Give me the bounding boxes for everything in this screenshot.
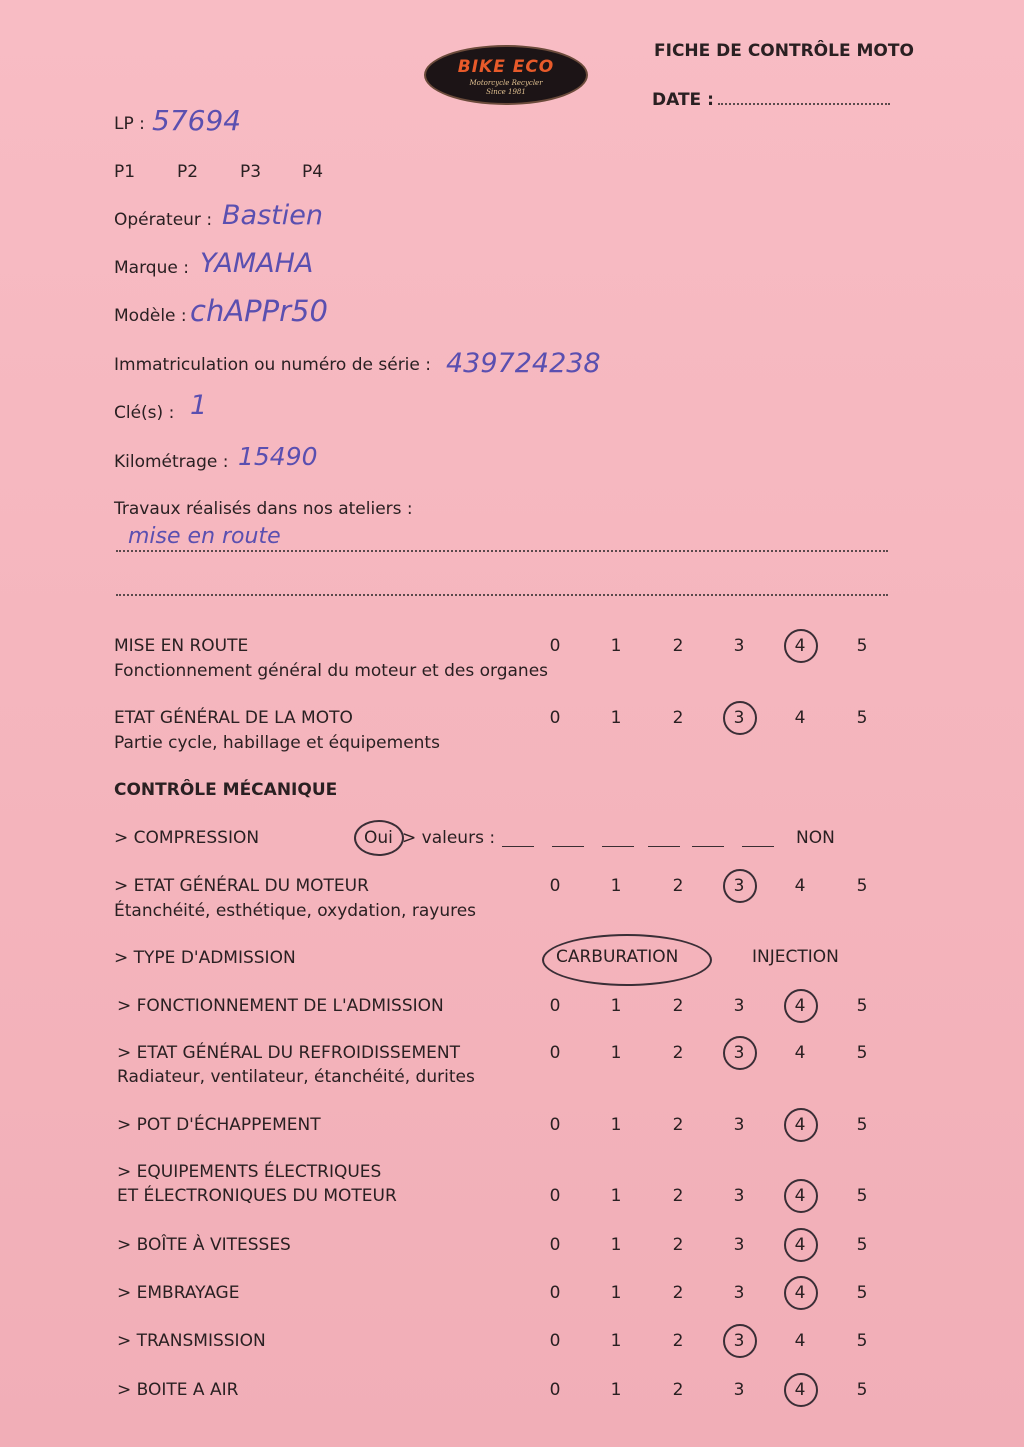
compression-yes[interactable]: Oui — [364, 828, 393, 848]
score-cooling-2[interactable]: 2 — [672, 1043, 684, 1063]
score-intake-function-0[interactable]: 0 — [549, 996, 561, 1016]
score-intake-function-4[interactable]: 4 — [794, 996, 806, 1016]
score-clutch-selected-circle — [784, 1276, 818, 1310]
item-cooling-subtitle: Radiateur, ventilateur, étanchéité, durites — [117, 1067, 475, 1087]
score-clutch-4[interactable]: 4 — [794, 1283, 806, 1303]
keys-label: Clé(s) : — [114, 403, 175, 423]
score-engine-5[interactable]: 5 — [856, 876, 868, 896]
registration-label: Immatriculation ou numéro de série : — [114, 355, 431, 375]
mileage-label: Kilométrage : — [114, 452, 229, 472]
score-overall-0[interactable]: 0 — [549, 708, 561, 728]
score-cooling-3[interactable]: 3 — [733, 1043, 745, 1063]
score-intake-function-1[interactable]: 1 — [610, 996, 622, 1016]
item-exhaust-title: > POT D'ÉCHAPPEMENT — [117, 1115, 321, 1135]
item-clutch-title: > EMBRAYAGE — [117, 1283, 240, 1303]
score-overall-1[interactable]: 1 — [610, 708, 622, 728]
score-exhaust-selected-circle — [784, 1108, 818, 1142]
position-p4[interactable]: P4 — [302, 162, 324, 182]
brand-value[interactable]: YAMAHA — [200, 248, 314, 279]
score-intake-function-5[interactable]: 5 — [856, 996, 868, 1016]
score-transmission-4[interactable]: 4 — [794, 1331, 806, 1351]
score-engine-1[interactable]: 1 — [610, 876, 622, 896]
score-intake-function-3[interactable]: 3 — [733, 996, 745, 1016]
compression-value-1[interactable] — [502, 846, 534, 847]
item-electrical-title: > EQUIPEMENTS ÉLECTRIQUES — [117, 1162, 382, 1182]
score-airbox-selected-circle — [784, 1373, 818, 1407]
position-p2[interactable]: P2 — [177, 162, 199, 182]
score-intake-function-selected-circle — [784, 989, 818, 1023]
mileage-value[interactable]: 15490 — [238, 442, 318, 471]
compression-value-4[interactable] — [648, 846, 680, 847]
score-exhaust-1[interactable]: 1 — [610, 1115, 622, 1135]
works-line-1[interactable] — [116, 550, 888, 552]
score-engine-3[interactable]: 3 — [733, 876, 745, 896]
position-p1[interactable]: P1 — [114, 162, 136, 182]
item-cooling-title: > ETAT GÉNÉRAL DU REFROIDISSEMENT — [117, 1043, 460, 1063]
engine-subtitle: Étanchéité, esthétique, oxydation, rayures — [114, 901, 477, 921]
compression-value-5[interactable] — [692, 846, 724, 847]
intake-carburation-circle — [542, 934, 712, 986]
score-gearbox-4[interactable]: 4 — [794, 1235, 806, 1255]
score-startup-3[interactable]: 3 — [733, 636, 745, 656]
date-label: DATE : — [652, 90, 714, 110]
score-electrical-2[interactable]: 2 — [672, 1186, 684, 1206]
score-airbox-2[interactable]: 2 — [672, 1380, 684, 1400]
score-airbox-1[interactable]: 1 — [610, 1380, 622, 1400]
compression-values-label: > valeurs : — [402, 828, 496, 848]
item-gearbox-title: > BOÎTE À VITESSES — [117, 1235, 291, 1255]
score-engine-4[interactable]: 4 — [794, 876, 806, 896]
score-cooling-1[interactable]: 1 — [610, 1043, 622, 1063]
intake-type-label: > TYPE D'ADMISSION — [114, 948, 296, 968]
score-electrical-1[interactable]: 1 — [610, 1186, 622, 1206]
score-overall-4[interactable]: 4 — [794, 708, 806, 728]
score-transmission-2[interactable]: 2 — [672, 1331, 684, 1351]
score-startup-5[interactable]: 5 — [856, 636, 868, 656]
score-transmission-0[interactable]: 0 — [549, 1331, 561, 1351]
works-line-2[interactable] — [116, 594, 888, 596]
score-electrical-3[interactable]: 3 — [733, 1186, 745, 1206]
score-cooling-selected-circle — [723, 1036, 757, 1070]
score-clutch-3[interactable]: 3 — [733, 1283, 745, 1303]
score-gearbox-0[interactable]: 0 — [549, 1235, 561, 1255]
score-airbox-4[interactable]: 4 — [794, 1380, 806, 1400]
score-cooling-5[interactable]: 5 — [856, 1043, 868, 1063]
score-gearbox-5[interactable]: 5 — [856, 1235, 868, 1255]
score-gearbox-1[interactable]: 1 — [610, 1235, 622, 1255]
score-overall-3[interactable]: 3 — [733, 708, 745, 728]
engine-title: > ETAT GÉNÉRAL DU MOTEUR — [114, 876, 369, 896]
score-exhaust-3[interactable]: 3 — [733, 1115, 745, 1135]
score-startup-0[interactable]: 0 — [549, 636, 561, 656]
score-exhaust-4[interactable]: 4 — [794, 1115, 806, 1135]
compression-value-6[interactable] — [742, 846, 774, 847]
score-transmission-1[interactable]: 1 — [610, 1331, 622, 1351]
operator-value[interactable]: Bastien — [222, 200, 323, 231]
score-startup-4[interactable]: 4 — [794, 636, 806, 656]
score-gearbox-2[interactable]: 2 — [672, 1235, 684, 1255]
compression-no[interactable]: NON — [796, 828, 835, 848]
compression-label: > COMPRESSION — [114, 828, 260, 848]
score-clutch-1[interactable]: 1 — [610, 1283, 622, 1303]
score-exhaust-0[interactable]: 0 — [549, 1115, 561, 1135]
score-electrical-selected-circle — [784, 1179, 818, 1213]
logo-brand: BIKE ECO — [457, 57, 555, 77]
score-clutch-2[interactable]: 2 — [672, 1283, 684, 1303]
score-electrical-5[interactable]: 5 — [856, 1186, 868, 1206]
score-cooling-0[interactable]: 0 — [549, 1043, 561, 1063]
score-airbox-5[interactable]: 5 — [856, 1380, 868, 1400]
bike-eco-logo — [424, 45, 588, 105]
compression-value-2[interactable] — [552, 846, 584, 847]
score-startup-selected-circle — [784, 629, 818, 663]
intake-option-carburation[interactable]: CARBURATION — [556, 947, 679, 967]
score-transmission-3[interactable]: 3 — [733, 1331, 745, 1351]
score-electrical-4[interactable]: 4 — [794, 1186, 806, 1206]
score-engine-selected-circle — [723, 869, 757, 903]
works-value[interactable]: mise en route — [128, 524, 281, 549]
score-overall-5[interactable]: 5 — [856, 708, 868, 728]
registration-value[interactable]: 439724238 — [446, 348, 601, 379]
item-electrical-subtitle: ET ÉLECTRONIQUES DU MOTEUR — [117, 1186, 397, 1206]
rating-startup-title: MISE EN ROUTE — [114, 636, 249, 656]
score-cooling-4[interactable]: 4 — [794, 1043, 806, 1063]
score-electrical-0[interactable]: 0 — [549, 1186, 561, 1206]
score-transmission-selected-circle — [723, 1324, 757, 1358]
logo-since: Since 1981 — [486, 88, 526, 96]
rating-startup-subtitle: Fonctionnement général du moteur et des organes — [114, 661, 549, 681]
score-startup-2[interactable]: 2 — [672, 636, 684, 656]
score-airbox-0[interactable]: 0 — [549, 1380, 561, 1400]
score-transmission-5[interactable]: 5 — [856, 1331, 868, 1351]
logo-tagline: Motorcycle Recycler — [469, 79, 543, 87]
score-gearbox-3[interactable]: 3 — [733, 1235, 745, 1255]
rating-overall-subtitle: Partie cycle, habillage et équipements — [114, 733, 440, 753]
score-exhaust-2[interactable]: 2 — [672, 1115, 684, 1135]
form-title: FICHE DE CONTRÔLE MOTO — [654, 41, 914, 61]
date-field[interactable] — [718, 103, 890, 105]
model-label: Modèle : — [114, 306, 187, 326]
item-transmission-title: > TRANSMISSION — [117, 1331, 266, 1351]
score-overall-selected-circle — [723, 701, 757, 735]
score-exhaust-5[interactable]: 5 — [856, 1115, 868, 1135]
works-label: Travaux réalisés dans nos ateliers : — [114, 499, 413, 519]
mechanical-section-title: CONTRÔLE MÉCANIQUE — [114, 780, 338, 800]
position-p3[interactable]: P3 — [240, 162, 262, 182]
score-startup-1[interactable]: 1 — [610, 636, 622, 656]
item-airbox-title: > BOITE A AIR — [117, 1380, 239, 1400]
model-value[interactable]: chAPPr50 — [190, 294, 328, 328]
score-clutch-0[interactable]: 0 — [549, 1283, 561, 1303]
compression-yes-circle — [354, 820, 404, 856]
score-gearbox-selected-circle — [784, 1228, 818, 1262]
score-clutch-5[interactable]: 5 — [856, 1283, 868, 1303]
keys-value[interactable]: 1 — [190, 390, 208, 421]
score-intake-function-2[interactable]: 2 — [672, 996, 684, 1016]
lp-value[interactable]: 57694 — [152, 104, 242, 137]
item-intake-function-title: > FONCTIONNEMENT DE L'ADMISSION — [117, 996, 444, 1016]
intake-option-injection[interactable]: INJECTION — [752, 947, 839, 967]
score-engine-2[interactable]: 2 — [672, 876, 684, 896]
operator-label: Opérateur : — [114, 210, 213, 230]
score-airbox-3[interactable]: 3 — [733, 1380, 745, 1400]
score-engine-0[interactable]: 0 — [549, 876, 561, 896]
rating-overall-title: ETAT GÉNÉRAL DE LA MOTO — [114, 708, 353, 728]
score-overall-2[interactable]: 2 — [672, 708, 684, 728]
compression-value-3[interactable] — [602, 846, 634, 847]
lp-label: LP : — [114, 114, 145, 134]
brand-label: Marque : — [114, 258, 189, 278]
